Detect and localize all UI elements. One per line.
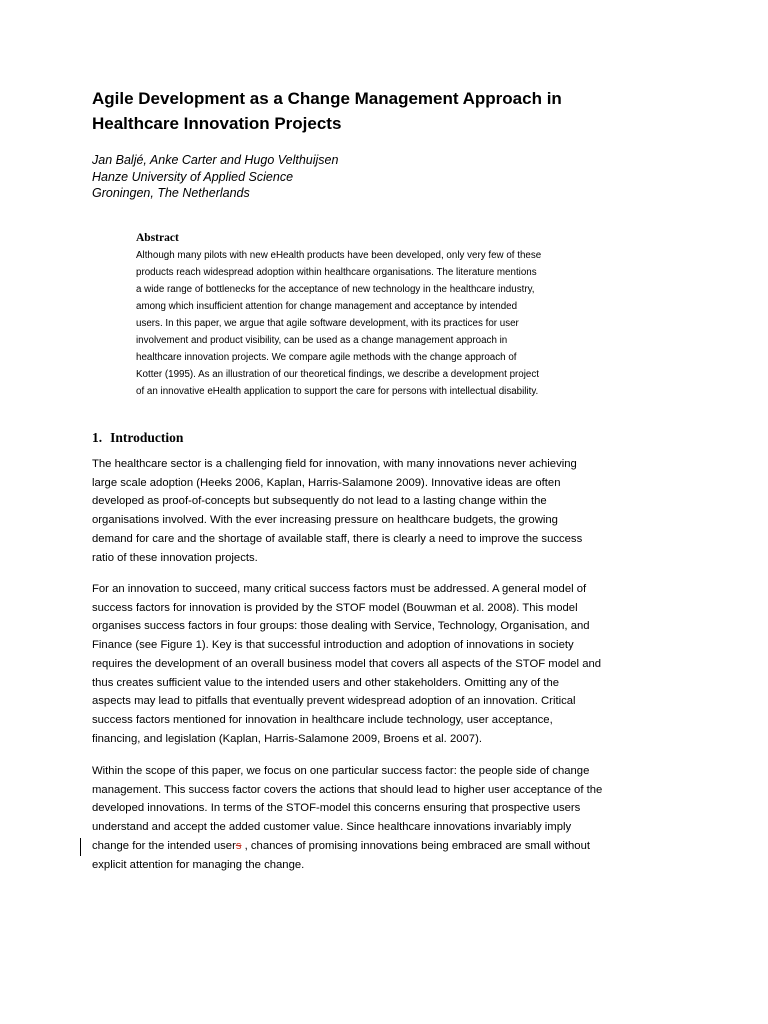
paragraph-line: Finance (see Figure 1). Key is that successful introduction and adoption of innovations in society [92, 639, 574, 652]
paragraph-line: explicit attention for managing the change. [92, 858, 305, 871]
paragraph-line: aspects may lead to pitfalls that eventually prevent widespread adoption of an innovation. Critical [92, 695, 576, 708]
body-paragraph-2 [92, 580, 712, 748]
author-affiliation: Hanze University of Applied Science [92, 169, 294, 184]
paragraph-line-tracked [92, 837, 712, 856]
body-paragraph-1 [92, 455, 712, 567]
paragraph-line: organisations involved. With the ever increasing pressure on healthcare budgets, the growing [92, 514, 558, 527]
author-names: Jan Baljé, Anke Carter and Hugo Velthuijsen [92, 153, 339, 167]
paragraph-line: organises success factors in four groups: those dealing with Service, Technology, Organisation, and [92, 620, 590, 633]
paragraph-line: management. This success factor covers the actions that should lead to higher user acceptance of the [92, 783, 603, 796]
abstract-line: a wide range of bottlenecks for the acceptance of new technology in the healthcare industry, [136, 284, 535, 295]
paragraph-line: The healthcare sector is a challenging field for innovation, with many innovations never achieving [92, 458, 577, 470]
paragraph-line: developed as proof-of-concepts but subsequently do not lead to a lasting change within the [92, 495, 547, 508]
section-number: 1. [92, 430, 103, 445]
paragraph-line: financing, and legislation (Kaplan, Harris-Salamone 2009, Broens et al. 2007). [92, 732, 482, 745]
abstract-body [136, 247, 636, 400]
paragraph-line: ratio of these innovation projects. [92, 551, 258, 564]
paragraph-line: developed innovations. In terms of the STOF-model this concerns ensuring that prospective users [92, 802, 581, 815]
abstract-heading: Abstract [136, 232, 179, 244]
paragraph-line: understand and accept the added customer value. Since healthcare innovations invariably imply [92, 821, 572, 834]
abstract-line: of an innovative eHealth application to support the care for persons with intellectual disability. [136, 386, 539, 397]
paragraph-line: For an innovation to succeed, many critical success factors must be addressed. A general model of [92, 583, 587, 595]
body-paragraph-3 [92, 762, 712, 874]
paragraph-line: success factors mentioned for innovation in healthcare include technology, user acceptance, [92, 713, 553, 726]
deleted-text: s [235, 839, 242, 852]
abstract-line: users. In this paper, we argue that agile software development, with its practices for user [136, 318, 519, 329]
paragraph-line: thus creates sufficient value to the intended users and other stakeholders. Omitting any of the [92, 676, 560, 689]
text-before-deletion: change for the intended user [92, 839, 236, 852]
abstract-section [136, 230, 636, 400]
title-line-2: Healthcare Innovation Projects [92, 114, 342, 133]
paragraph-line: Within the scope of this paper, we focus on one particular success factor: the people side of change [92, 765, 590, 777]
abstract-line: Although many pilots with new eHealth products have been developed, only very few of these [136, 250, 542, 261]
section-heading-introduction [92, 429, 183, 447]
author-location: Groningen, The Netherlands [92, 186, 250, 200]
tracked-change-bar [80, 838, 81, 856]
abstract-line: Kotter (1995). As an illustration of our theoretical findings, we describe a development project [136, 369, 539, 380]
title-line-1: Agile Development as a Change Management Approach in [92, 89, 562, 108]
abstract-line: healthcare innovation projects. We compare agile methods with the change approach of [136, 352, 517, 363]
abstract-line: involvement and product visibility, can be used as a change management approach in [136, 335, 508, 346]
text-after-deletion: , chances of promising innovations being embraced are small without [241, 839, 590, 852]
paragraph-line: large scale adoption (Heeks 2006, Kaplan, Harris-Salamone 2009). Innovative ideas are often [92, 476, 561, 489]
paragraph-line: success factors for innovation is provided by the STOF model (Bouwman et al. 2008). This model [92, 601, 578, 614]
abstract-line: among which insufficient attention for change management and acceptance by intended [136, 301, 518, 312]
abstract-line: products reach widespread adoption within healthcare organisations. The literature mentions [136, 267, 537, 278]
section-title: Introduction [110, 430, 184, 445]
paper-title [92, 86, 692, 136]
paragraph-line: demand for care and the shortage of available staff, there is clearly a need to improve the success [92, 532, 583, 545]
paragraph-line: requires the development of an overall business model that covers all aspects of the STOF model and [92, 657, 602, 670]
author-block [92, 152, 338, 202]
